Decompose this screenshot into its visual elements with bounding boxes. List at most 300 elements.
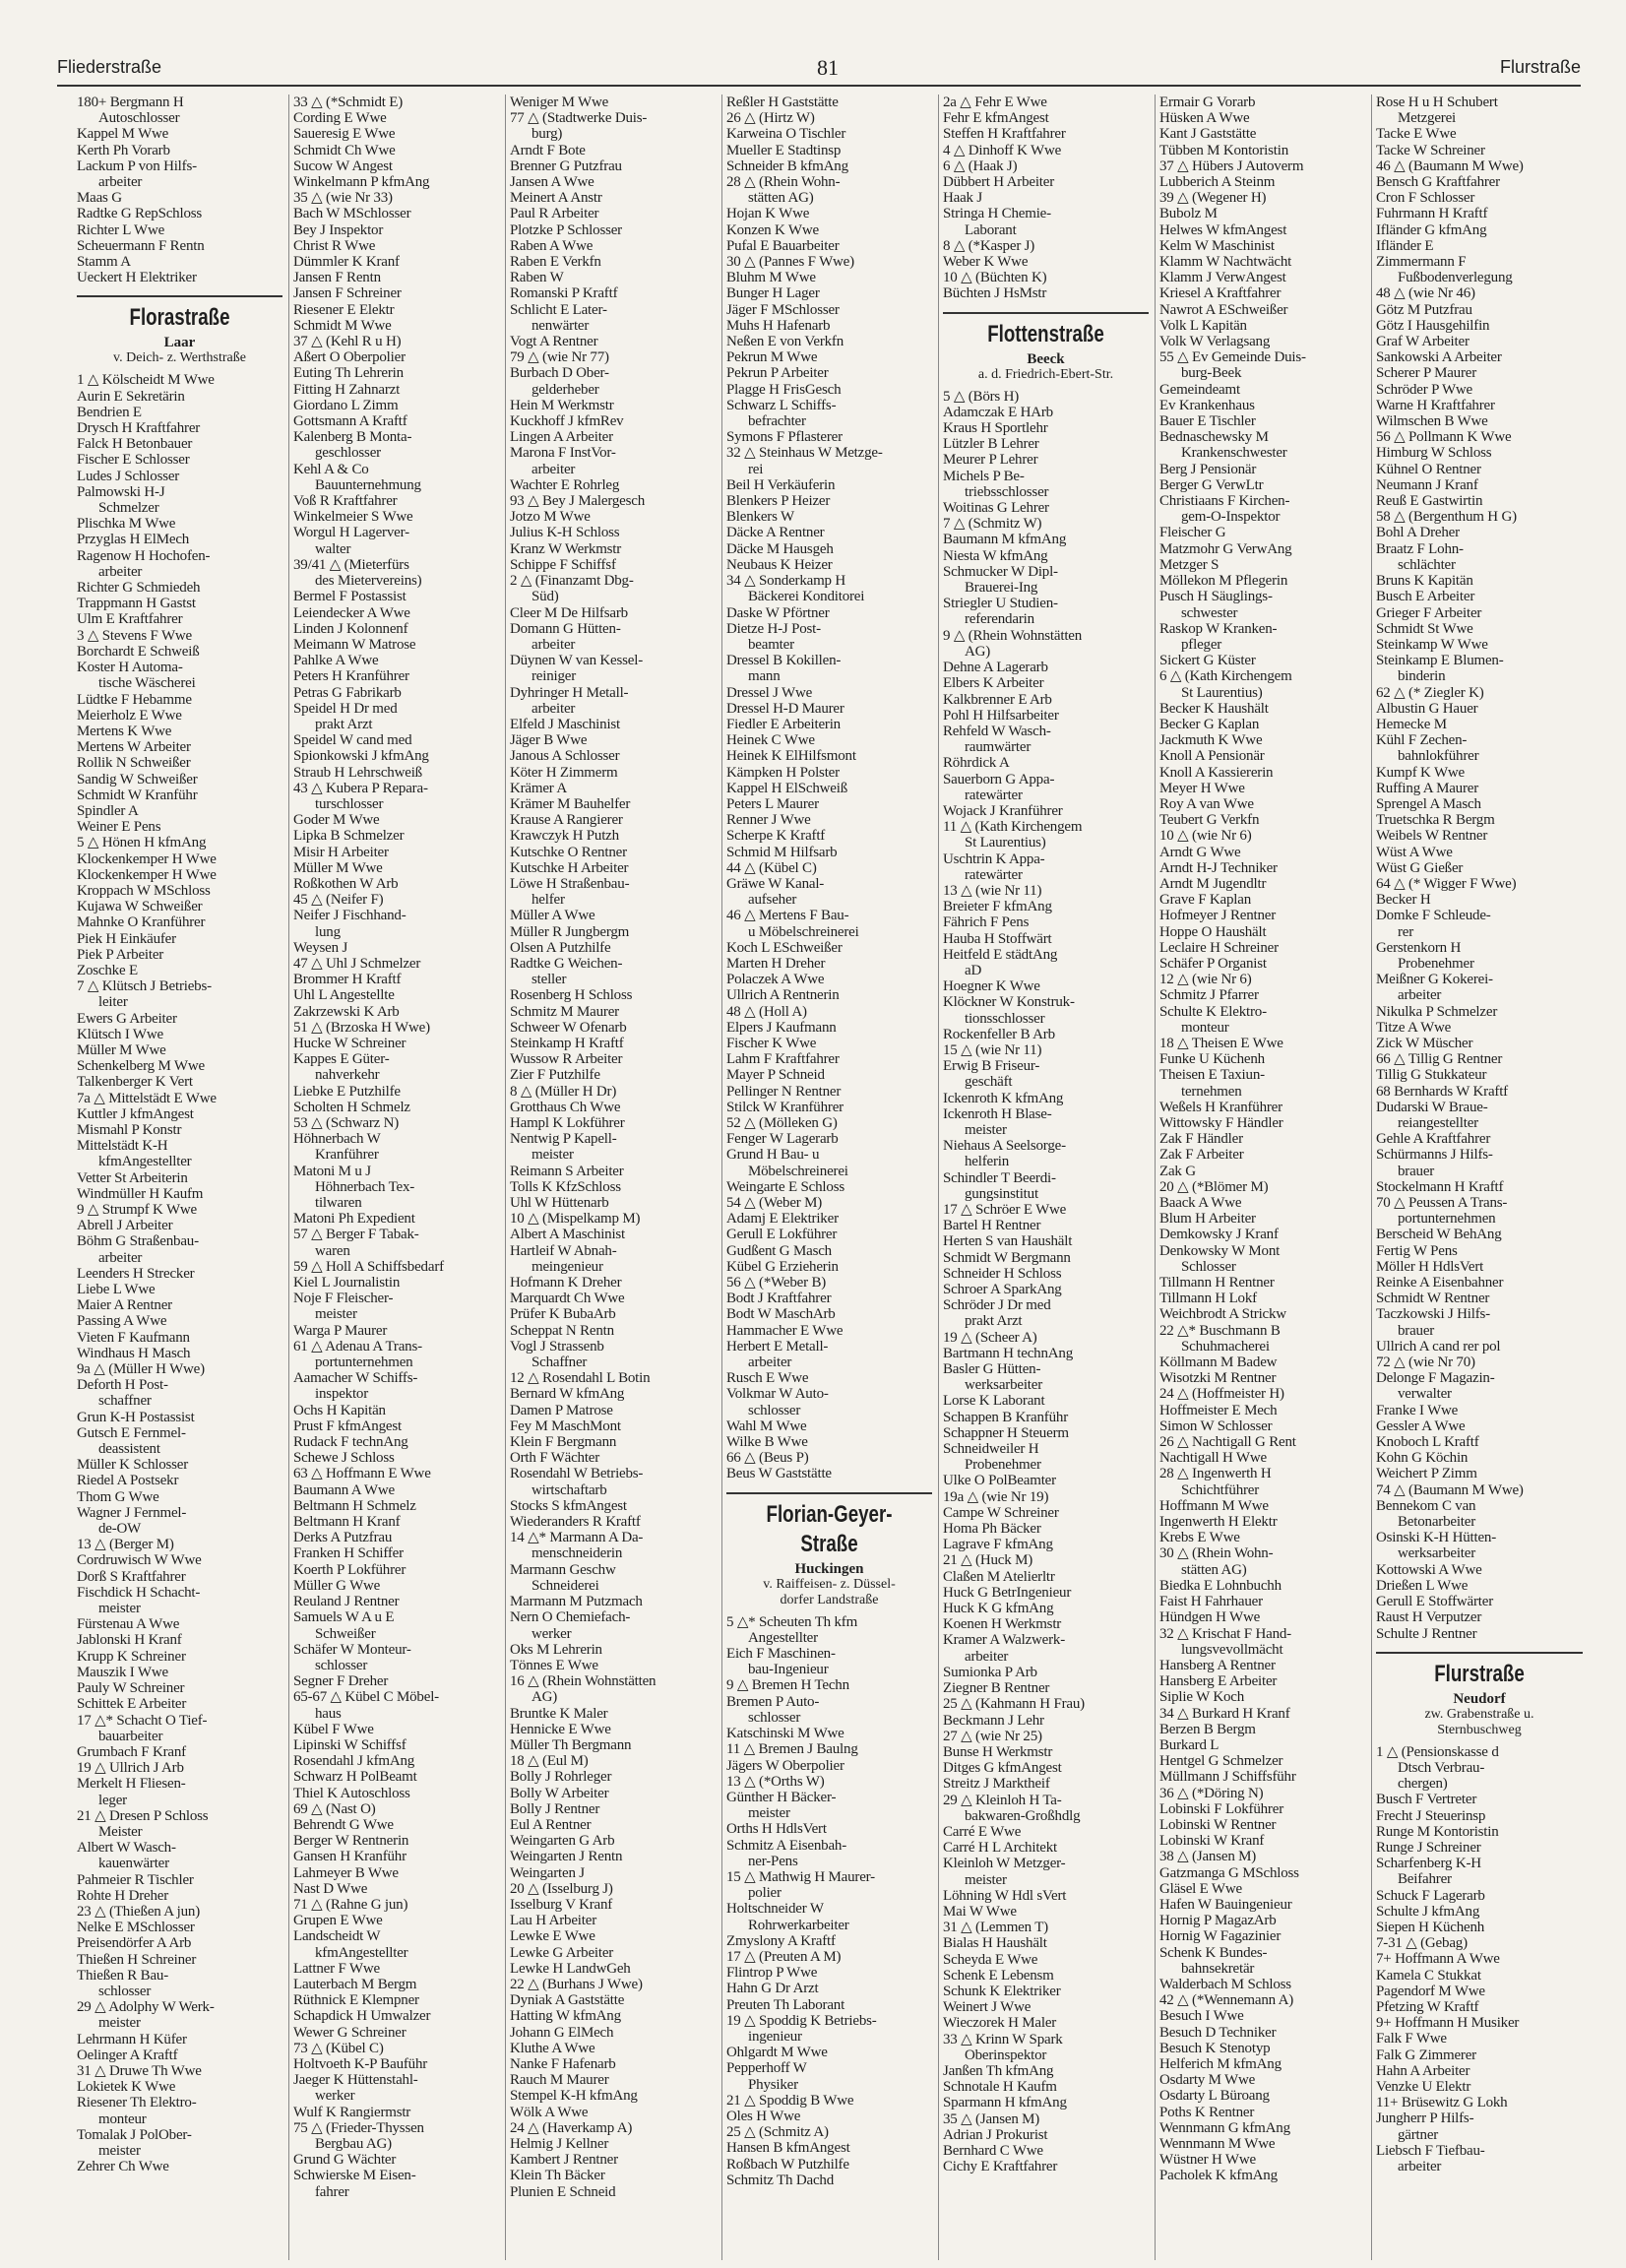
directory-entry: Probenehmer bbox=[965, 1457, 1041, 1474]
directory-entry: Windmüller H Kaufm bbox=[77, 1185, 204, 1202]
directory-entry: 11 △ Bremen J Baulng bbox=[726, 1741, 858, 1758]
directory-entry: Fey M MaschMont bbox=[510, 1418, 621, 1434]
directory-entry: Marmann Geschw bbox=[510, 1561, 616, 1578]
directory-entry: Schweißer bbox=[315, 1625, 376, 1642]
directory-entry: Schulte J kfmAng bbox=[1376, 1903, 1480, 1920]
directory-entry: Peters H Kranführer bbox=[293, 668, 409, 685]
directory-entry: Matoni M u J bbox=[293, 1163, 371, 1179]
directory-entry: Hennicke E Wwe bbox=[510, 1721, 611, 1737]
directory-entry: Jotzo M Wwe bbox=[510, 509, 591, 526]
directory-entry: Klütsch I Wwe bbox=[77, 1026, 163, 1042]
directory-entry: 9 △ (Rhein Wohnstätten bbox=[943, 627, 1083, 644]
directory-entry: Hein M Werkmstr bbox=[510, 397, 614, 413]
directory-entry: Autoschlosser bbox=[98, 110, 180, 127]
directory-entry: 9+ Hoffmann H Musiker bbox=[1376, 2015, 1520, 2032]
directory-entry: 33 △ (*Schmidt E) bbox=[293, 94, 404, 110]
directory-entry: Domann G Hütten- bbox=[510, 620, 621, 637]
directory-entry: Adrian J Prokurist bbox=[943, 2126, 1048, 2143]
directory-entry: Zimmermann F bbox=[1376, 254, 1467, 271]
directory-entry: Rehfeld W Wasch- bbox=[943, 723, 1051, 739]
directory-entry: Kroppach W MSchloss bbox=[77, 882, 211, 899]
directory-entry: Gemeindeamt bbox=[1159, 381, 1240, 398]
directory-entry: Hartleif W Abnah- bbox=[510, 1242, 617, 1259]
directory-entry: Steinkamp H Kraftf bbox=[510, 1035, 624, 1051]
directory-entry: Scherer P Maurer bbox=[1376, 365, 1477, 382]
directory-entry: prakt Arzt bbox=[315, 716, 373, 732]
directory-entry: Kühnel O Rentner bbox=[1376, 461, 1481, 477]
directory-entry: raumwärter bbox=[965, 739, 1032, 756]
directory-entry: meister bbox=[98, 1601, 141, 1617]
directory-entry: Besuch K Stenotyp bbox=[1159, 2040, 1271, 2056]
directory-entry: 24 △ (Haverkamp A) bbox=[510, 2119, 633, 2136]
directory-entry: Goder M Wwe bbox=[293, 812, 380, 829]
directory-entry: 28 △ (Rhein Wohn- bbox=[726, 174, 841, 191]
directory-entry: Elfeld J Maschinist bbox=[510, 716, 621, 732]
directory-entry: 59 △ Holl A Schiffsbedarf bbox=[293, 1258, 444, 1275]
directory-entry: Aurin E Sekretärin bbox=[77, 388, 185, 405]
directory-entry: Landscheidt W bbox=[293, 1928, 381, 1945]
directory-entry: Meurer P Lehrer bbox=[943, 452, 1038, 469]
directory-entry: tische Wäscherei bbox=[98, 675, 196, 692]
directory-entry: Probenehmer bbox=[1398, 955, 1474, 972]
directory-entry: Bauer E Tischler bbox=[1159, 413, 1256, 430]
directory-entry: Drießen L Wwe bbox=[1376, 1577, 1469, 1594]
directory-entry: Adamczak E HArb bbox=[943, 404, 1053, 420]
directory-entry: Braatz F Lohn- bbox=[1376, 540, 1464, 557]
directory-entry: Gessler A Wwe bbox=[1376, 1418, 1466, 1434]
directory-entry: Kuckhoff J kfmRev bbox=[510, 413, 624, 430]
directory-entry: Runge M Kontoristin bbox=[1376, 1823, 1499, 1840]
directory-entry: Kappel M Wwe bbox=[77, 126, 169, 143]
directory-entry: Koster H Automa- bbox=[77, 660, 183, 676]
directory-entry: Holtschneider W bbox=[726, 1901, 824, 1918]
directory-entry: 93 △ Bey J Malergesch bbox=[510, 493, 646, 510]
directory-entry: Kriesel A Kraftfahrer bbox=[1159, 285, 1282, 302]
directory-entry: Falk F Wwe bbox=[1376, 2031, 1447, 2048]
directory-entry: Gerull E Stoffwärter bbox=[1376, 1594, 1494, 1610]
directory-entry: Ulke O PolBeamter bbox=[943, 1473, 1056, 1489]
directory-entry: Kalenberg B Monta- bbox=[293, 429, 412, 446]
directory-entry: meister bbox=[315, 1306, 357, 1323]
directory-entry: 8 △ (*Kasper J) bbox=[943, 237, 1035, 254]
directory-entry: bahnsekretär bbox=[1181, 1960, 1255, 1977]
directory-entry: Kuttler J kfmAngest bbox=[77, 1105, 194, 1122]
directory-entry: Schippe F Schiffsf bbox=[510, 556, 616, 573]
directory-entry: Wulf K Rangiermstr bbox=[293, 2104, 411, 2120]
column-5 bbox=[939, 94, 1156, 2260]
directory-entry: rei bbox=[748, 461, 764, 477]
directory-entry: Pohl H Hilfsarbeiter bbox=[943, 707, 1059, 724]
directory-entry: Schmidt Ch Wwe bbox=[293, 142, 396, 158]
directory-entry: 2 △ (Finanzamt Dbg- bbox=[510, 573, 634, 590]
directory-entry: Leiendecker A Wwe bbox=[293, 604, 410, 621]
directory-entry: Sprengel A Masch bbox=[1376, 795, 1481, 812]
directory-entry: beamter bbox=[748, 636, 794, 653]
directory-entry: Mismahl P Konstr bbox=[77, 1121, 182, 1138]
directory-entry: brauer bbox=[1398, 1163, 1435, 1179]
directory-entry: Klöckner W Konstruk- bbox=[943, 994, 1075, 1011]
directory-entry: Kluthe A Wwe bbox=[510, 2040, 595, 2056]
directory-entry: Orths H HdlsVert bbox=[726, 1821, 827, 1838]
directory-entry: Oelinger A Kraftf bbox=[77, 2047, 178, 2063]
directory-entry: Herten S van Haushält bbox=[943, 1233, 1073, 1250]
directory-entry: 7 △ Klütsch J Betriebs- bbox=[77, 978, 212, 995]
directory-entry: Büchten J HsMstr bbox=[943, 285, 1047, 302]
directory-entry: Reuß E Gastwirtin bbox=[1376, 493, 1483, 510]
directory-entry: 8 △ (Müller H Dr) bbox=[510, 1083, 617, 1100]
directory-entry: 30 △ (Rhein Wohn- bbox=[1159, 1545, 1274, 1562]
directory-entry: Schuck F Lagerarb bbox=[1376, 1887, 1485, 1904]
directory-entry: 74 △ (Baumann M Wwe) bbox=[1376, 1481, 1524, 1498]
directory-entry: Weysen J bbox=[293, 939, 348, 956]
directory-entry: Bialas H Haushält bbox=[943, 1935, 1047, 1952]
directory-entry: Jaeger K Hüttenstahl- bbox=[293, 2072, 418, 2089]
directory-entry: Weichbrodt A Strickw bbox=[1159, 1306, 1286, 1323]
directory-entry: Funke U Küchenh bbox=[1159, 1051, 1265, 1068]
directory-entry: Fuhrmann H Kraftf bbox=[1376, 206, 1488, 222]
directory-entry: Physiker bbox=[748, 2076, 798, 2093]
directory-entry: Nachtigall H Wwe bbox=[1159, 1450, 1267, 1467]
directory-entry: Kerth Ph Vorarb bbox=[77, 142, 170, 158]
directory-entry: werker bbox=[532, 1625, 572, 1642]
street-district: Laar bbox=[163, 335, 196, 351]
directory-entry: Schäfer P Organist bbox=[1159, 955, 1267, 972]
directory-entry: schlosser bbox=[315, 1657, 368, 1673]
directory-entry: arbeiter bbox=[748, 1354, 792, 1371]
directory-entry: Graf W Arbeiter bbox=[1376, 334, 1470, 350]
directory-entry: 57 △ Berger F Tabak- bbox=[293, 1227, 419, 1243]
directory-entry: Möllekon M Pflegerin bbox=[1159, 573, 1288, 590]
directory-entry: Tübben M Kontoristin bbox=[1159, 142, 1288, 158]
directory-entry: Truetschka R Bergm bbox=[1376, 812, 1495, 829]
directory-entry: Liebe L Wwe bbox=[77, 1282, 156, 1298]
directory-entry: Adamj E Elektriker bbox=[726, 1211, 839, 1228]
directory-entry: Mai W Wwe bbox=[943, 1903, 1017, 1920]
directory-entry: Krupp K Schreiner bbox=[77, 1648, 186, 1665]
directory-entry: inspektor bbox=[315, 1386, 369, 1403]
directory-entry: walter bbox=[315, 540, 351, 557]
directory-entry: Beltmann H Schmelz bbox=[293, 1497, 416, 1514]
directory-entry: Giordano L Zimm bbox=[293, 397, 399, 413]
directory-entry: Rosendahl W Betriebs- bbox=[510, 1466, 644, 1482]
directory-entry: Jackmuth K Wwe bbox=[1159, 732, 1263, 749]
directory-entry: Blenkers P Heizer bbox=[726, 493, 831, 510]
directory-entry: 4 △ Dinhoff K Wwe bbox=[943, 142, 1062, 158]
directory-entry: Bäckerei Konditorei bbox=[748, 589, 865, 605]
directory-entry: tionsschlosser bbox=[965, 1010, 1045, 1027]
directory-entry: Tacke E Wwe bbox=[1376, 126, 1457, 143]
directory-entry: Schmidt St Wwe bbox=[1376, 620, 1473, 637]
directory-entry: Berger G VerwLtr bbox=[1159, 476, 1264, 493]
directory-entry: Krämer A bbox=[510, 780, 567, 796]
directory-entry: Hemecke M bbox=[1376, 716, 1447, 732]
directory-entry: Thiel K Autoschloss bbox=[293, 1785, 410, 1801]
directory-entry: Heitfeld E städtAng bbox=[943, 946, 1058, 963]
directory-entry: Kelm W Maschinist bbox=[1159, 237, 1275, 254]
directory-entry: Vogl J Strassenb bbox=[510, 1338, 604, 1354]
directory-entry: Lüdtke F Hebamme bbox=[77, 691, 192, 708]
directory-entry: Preuten Th Laborant bbox=[726, 1996, 845, 2013]
directory-entry: Rockenfeller B Arb bbox=[943, 1026, 1055, 1042]
directory-entry: Böhm G Straßenbau- bbox=[77, 1233, 199, 1250]
directory-entry: Burbach D Ober- bbox=[510, 365, 609, 382]
directory-entry: Hoffmeister E Mech bbox=[1159, 1402, 1278, 1418]
directory-entry: Bauunternehmung bbox=[315, 476, 421, 493]
directory-entry: Mayer P Schneid bbox=[726, 1067, 825, 1084]
directory-entry: bakwaren-Großhdlg bbox=[965, 1807, 1081, 1824]
directory-entry: Arndt G Wwe bbox=[1159, 844, 1241, 860]
directory-entry: Hündgen H Wwe bbox=[1159, 1609, 1261, 1626]
directory-entry: reiangestellter bbox=[1398, 1115, 1478, 1131]
directory-entry: Cron F Schlosser bbox=[1376, 190, 1475, 207]
directory-entry: Schneidweiler H bbox=[943, 1441, 1039, 1458]
directory-entry: Steinkamp W Wwe bbox=[1376, 636, 1488, 653]
directory-entry: Nikulka P Schmelzer bbox=[1376, 1003, 1498, 1020]
directory-entry: Maas G bbox=[77, 190, 122, 207]
directory-entry: Kleinloh W Metzger- bbox=[943, 1856, 1066, 1872]
directory-entry: schlosser bbox=[748, 1709, 801, 1726]
directory-entry: Scheppat N Rentn bbox=[510, 1322, 614, 1339]
directory-entry: Speidel H Dr med bbox=[293, 700, 398, 717]
directory-entry: Streitz J Marktheif bbox=[943, 1776, 1050, 1793]
directory-entry: Arndt F Bote bbox=[510, 142, 586, 158]
directory-entry: Fiedler E Arbeiterin bbox=[726, 716, 841, 732]
directory-entry: Wennmann G kfmAng bbox=[1159, 2119, 1290, 2136]
directory-entry: Bartmann H technAng bbox=[943, 1345, 1073, 1361]
directory-columns bbox=[73, 94, 1589, 2260]
directory-entry: Kübel F Wwe bbox=[293, 1721, 374, 1737]
directory-entry: 19 △ Ullrich J Arb bbox=[77, 1760, 184, 1777]
directory-entry: Bolly J Rentner bbox=[510, 1800, 600, 1817]
directory-entry: Hoppe O Haushält bbox=[1159, 923, 1267, 940]
directory-entry: Grund H Bau- u bbox=[726, 1147, 820, 1164]
directory-entry: Albustin G Hauer bbox=[1376, 700, 1478, 717]
directory-entry: Busch F Vertreter bbox=[1376, 1792, 1477, 1808]
directory-entry: Schmitz M Maurer bbox=[510, 1003, 619, 1020]
directory-entry: Beckmann J Lehr bbox=[943, 1712, 1044, 1729]
directory-entry: Eich F Maschinen- bbox=[726, 1646, 836, 1663]
directory-entry: 32 △ Krischat F Hand- bbox=[1159, 1625, 1291, 1642]
directory-entry: Huck K G kfmAng bbox=[943, 1601, 1054, 1617]
directory-entry: Betonarbeiter bbox=[1398, 1514, 1476, 1531]
directory-entry: Beil H Verkäuferin bbox=[726, 476, 836, 493]
directory-entry: arbeiter bbox=[532, 636, 576, 653]
directory-entry: Rudack F technAng bbox=[293, 1434, 408, 1451]
directory-entry: Gudßent G Masch bbox=[726, 1242, 832, 1259]
directory-entry: Schenkelberg M Wwe bbox=[77, 1058, 205, 1075]
directory-entry: Julius K-H Schloss bbox=[510, 525, 620, 541]
directory-entry: Holtvoeth K-P Bauführ bbox=[293, 2055, 428, 2072]
directory-entry: meister bbox=[965, 1871, 1007, 1888]
directory-entry: Nern O Chemiefach- bbox=[510, 1609, 631, 1626]
directory-entry: Pahmeier R Tischler bbox=[77, 1871, 194, 1888]
directory-entry: Pepperhoff W bbox=[726, 2060, 807, 2077]
directory-entry: Volkmar W Auto- bbox=[726, 1386, 829, 1403]
page-number: 81 bbox=[817, 55, 839, 80]
directory-entry: Neifer J Fischhand- bbox=[293, 908, 406, 924]
directory-entry: Riedel A Postsekr bbox=[77, 1473, 179, 1489]
directory-entry: Tillmann H Rentner bbox=[1159, 1275, 1275, 1292]
directory-entry: Bensch G Kraftfahrer bbox=[1376, 174, 1500, 191]
directory-entry: Niehaus A Seelsorge- bbox=[943, 1138, 1066, 1155]
directory-entry: gelderheber bbox=[532, 381, 599, 398]
directory-entry: Knoll A Pensionär bbox=[1159, 748, 1265, 765]
directory-entry: Bendrien E bbox=[77, 404, 142, 420]
directory-entry: Grupen E Wwe bbox=[293, 1913, 383, 1929]
directory-entry: Roßbach W Putzhilfe bbox=[726, 2156, 849, 2173]
directory-entry: Tillmann H Lokf bbox=[1159, 1291, 1257, 1307]
directory-entry: Sauerborn G Appa- bbox=[943, 771, 1055, 788]
directory-entry: Nawrot A ESchweißer bbox=[1159, 301, 1288, 318]
directory-entry: 28 △ Ingenwerth H bbox=[1159, 1466, 1272, 1482]
directory-entry: befrachter bbox=[748, 413, 806, 430]
directory-entry: Steffen H Kraftfahrer bbox=[943, 126, 1066, 143]
directory-entry: 72 △ (wie Nr 70) bbox=[1376, 1354, 1475, 1371]
directory-entry: Klockenkemper H Wwe bbox=[77, 850, 217, 867]
directory-entry: Schlosser bbox=[1181, 1258, 1236, 1275]
directory-entry: Zak G bbox=[1159, 1163, 1196, 1179]
directory-entry: Kutschke H Arbeiter bbox=[510, 859, 629, 876]
directory-entry: Lau H Arbeiter bbox=[510, 1913, 596, 1929]
directory-entry: Ickenroth K kfmAng bbox=[943, 1090, 1064, 1106]
directory-entry: Lehrmann H Küfer bbox=[77, 2031, 187, 2048]
directory-entry: Roßkothen W Arb bbox=[293, 875, 399, 892]
directory-entry: 11+ Brüsewitz G Lokh bbox=[1376, 2095, 1508, 2111]
directory-entry: triebsschlosser bbox=[965, 483, 1049, 500]
directory-entry: Bruns K Kapitän bbox=[1376, 573, 1473, 590]
directory-entry: Bolly J Rohrleger bbox=[510, 1769, 612, 1786]
directory-entry: arbeiter bbox=[965, 1648, 1009, 1665]
directory-entry: Koch L ESchweißer bbox=[726, 939, 843, 956]
directory-entry: Herbert E Metall- bbox=[726, 1338, 829, 1354]
directory-entry: Kalkbrenner E Arb bbox=[943, 691, 1052, 708]
directory-entry: Stempel K-H kfmAng bbox=[510, 2088, 638, 2105]
directory-entry: Dorß S Kraftfahrer bbox=[77, 1568, 186, 1585]
directory-entry: Dietze H-J Post- bbox=[726, 620, 821, 637]
directory-entry: Volk W Verlagsang bbox=[1159, 334, 1271, 350]
directory-entry: Romanski P Kraftf bbox=[510, 285, 618, 302]
directory-entry: St Laurentius) bbox=[965, 835, 1046, 851]
directory-entry: Daske W Pförtner bbox=[726, 604, 830, 621]
directory-entry: Krankenschwester bbox=[1181, 445, 1287, 462]
directory-entry: Baack A Wwe bbox=[1159, 1195, 1242, 1212]
directory-entry: Marmann M Putzmach bbox=[510, 1594, 643, 1610]
directory-entry: Kumpf K Wwe bbox=[1376, 764, 1466, 781]
directory-entry: Dyniak A Gaststätte bbox=[510, 1992, 625, 2009]
street-name: Florastraße bbox=[129, 304, 230, 332]
directory-entry: Berger W Rentnerin bbox=[293, 1833, 409, 1850]
directory-entry: Bennekom C van bbox=[1376, 1497, 1476, 1514]
directory-entry: Riesener E Elektr bbox=[293, 301, 395, 318]
directory-entry: Lahm F Kraftfahrer bbox=[726, 1051, 840, 1068]
directory-entry: turschlosser bbox=[315, 795, 384, 812]
directory-entry: Schmitz J Pfarrer bbox=[1159, 987, 1259, 1004]
directory-entry: 20 △ (*Blömer M) bbox=[1159, 1178, 1269, 1195]
directory-entry: Weibels W Rentner bbox=[1376, 828, 1488, 845]
directory-entry: Beus W Gaststätte bbox=[726, 1466, 832, 1482]
directory-entry: Isselburg V Kranf bbox=[510, 1896, 613, 1913]
directory-entry: Wewer G Schreiner bbox=[293, 2024, 406, 2041]
directory-entry: Wölk A Wwe bbox=[510, 2104, 589, 2120]
directory-entry: Kujawa W Schweißer bbox=[77, 899, 203, 915]
directory-entry: Plotzke P Schlosser bbox=[510, 221, 622, 238]
directory-entry: Sankowski A Arbeiter bbox=[1376, 349, 1502, 366]
directory-entry: Dümmler K Kranf bbox=[293, 254, 400, 271]
directory-entry: Olsen A Putzhilfe bbox=[510, 939, 611, 956]
directory-entry: 15 △ (wie Nr 11) bbox=[943, 1041, 1042, 1058]
directory-entry: Schittek E Arbeiter bbox=[77, 1696, 187, 1713]
directory-entry: Ingenwerth H Elektr bbox=[1159, 1514, 1278, 1531]
column-7 bbox=[1372, 94, 1589, 2260]
directory-entry: des Mietervereins) bbox=[315, 573, 422, 590]
directory-entry: Warga P Maurer bbox=[293, 1322, 388, 1339]
directory-entry: 9a △ (Müller H Wwe) bbox=[77, 1361, 205, 1378]
directory-entry: Rusch E Wwe bbox=[726, 1370, 809, 1387]
directory-entry: Kutschke O Rentner bbox=[510, 844, 627, 860]
directory-entry: Lobinski F Lokführer bbox=[1159, 1800, 1283, 1817]
directory-entry: Wennmann M Wwe bbox=[1159, 2136, 1276, 2152]
directory-entry: Jablonski H Kranf bbox=[77, 1632, 182, 1649]
directory-entry: Däcke A Rentner bbox=[726, 525, 825, 541]
directory-entry: 14 △* Marmann A Da- bbox=[510, 1530, 644, 1546]
directory-entry: Wüst A Wwe bbox=[1376, 844, 1453, 860]
directory-entry: Klamm J VerwAngest bbox=[1159, 270, 1286, 286]
directory-entry: Leclaire H Schreiner bbox=[1159, 939, 1279, 956]
directory-entry: Hansberg E Arbeiter bbox=[1159, 1673, 1278, 1690]
street-name: Florian-Geyer-Straße bbox=[766, 1500, 893, 1557]
directory-entry: 65-67 △ Kübel C Möbel- bbox=[293, 1689, 439, 1706]
directory-entry: Kamela C Stukkat bbox=[1376, 1967, 1481, 1984]
directory-entry: Bermel F Postassist bbox=[293, 589, 406, 605]
directory-entry: Nanke F Hafenarb bbox=[510, 2055, 616, 2072]
directory-entry: Schmidt W Rentner bbox=[1376, 1291, 1490, 1307]
directory-entry: Wüst G Gießer bbox=[1376, 859, 1464, 876]
directory-entry: Schwierske M Eisen- bbox=[293, 2168, 416, 2184]
directory-entry: Ohlgardt M Wwe bbox=[726, 2045, 828, 2061]
directory-entry: Rohte H Dreher bbox=[77, 1887, 169, 1904]
directory-entry: Linden J Kolonnenf bbox=[293, 620, 408, 637]
directory-entry: arbeiter bbox=[1398, 2158, 1442, 2174]
directory-entry: Hahn A Arbeiter bbox=[1376, 2062, 1470, 2079]
directory-entry: Schapdick H Umwalzer bbox=[293, 2008, 431, 2025]
directory-entry: Lewke E Wwe bbox=[510, 1928, 595, 1945]
street-district: Beeck bbox=[1027, 350, 1065, 367]
directory-entry: 42 △ (*Wennemann A) bbox=[1159, 1992, 1294, 2009]
directory-entry: Müller Th Bergmann bbox=[510, 1736, 632, 1753]
column-3 bbox=[506, 94, 722, 2260]
directory-entry: arbeiter bbox=[98, 563, 143, 580]
directory-entry: Hammacher E Wwe bbox=[726, 1322, 844, 1339]
directory-entry: Hornig W Fagazinier bbox=[1159, 1928, 1282, 1945]
directory-entry: Heinek C Wwe bbox=[726, 732, 815, 749]
directory-entry: Samuels W A u E bbox=[293, 1609, 395, 1626]
directory-entry: Rohrwerkarbeiter bbox=[748, 1917, 849, 1933]
directory-entry: 20 △ (Isselburg J) bbox=[510, 1880, 613, 1897]
directory-entry: Siepen H Küchenh bbox=[1376, 1919, 1485, 1935]
directory-entry: Gräwe W Kanal- bbox=[726, 875, 825, 892]
directory-entry: Müller M Wwe bbox=[293, 859, 383, 876]
directory-entry: Ziegner B Rentner bbox=[943, 1680, 1050, 1697]
directory-entry: Cordruwisch W Wwe bbox=[77, 1552, 202, 1569]
directory-entry: Reimann S Arbeiter bbox=[510, 1163, 624, 1179]
directory-entry: Schmidt M Wwe bbox=[293, 317, 392, 334]
directory-entry: 7a △ Mittelstädt E Wwe bbox=[77, 1090, 217, 1106]
directory-entry: bahnlokführer bbox=[1398, 748, 1479, 765]
directory-entry: 12 △ Rosendahl L Botin bbox=[510, 1370, 651, 1387]
directory-entry: Beifahrer bbox=[1398, 1871, 1452, 1888]
directory-entry: Bernard W kfmAng bbox=[510, 1386, 625, 1403]
directory-entry: Simon W Schlosser bbox=[1159, 1418, 1273, 1434]
